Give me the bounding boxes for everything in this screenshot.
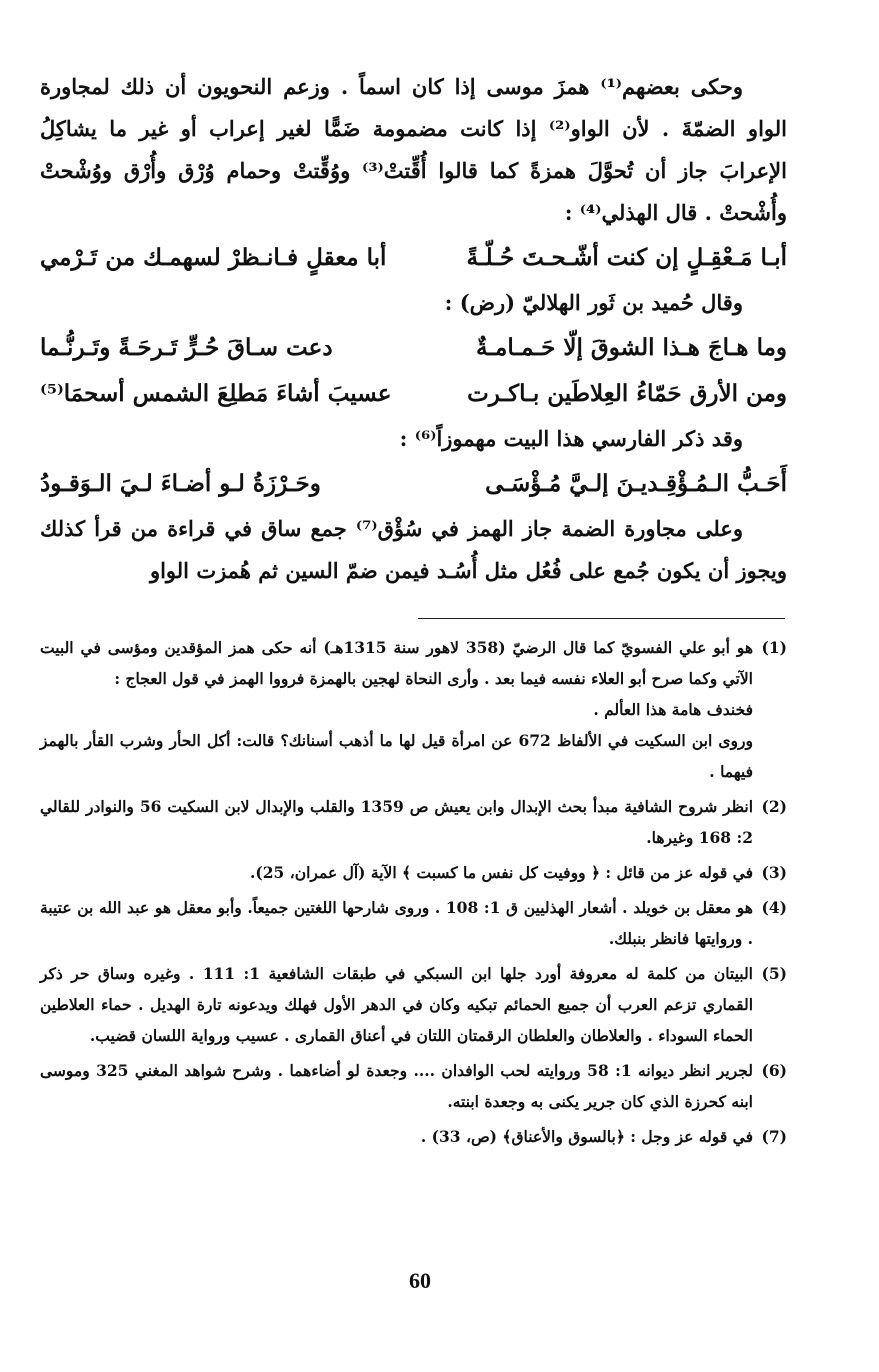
footnote-number: (3) xyxy=(761,863,787,882)
footnote-number: (2) xyxy=(761,797,787,816)
verse-2-second-hemistich: دعت سـاقَ حُـرٍّ تَـرحَـةً وتَـرنُّـما xyxy=(40,334,333,361)
footnote-1 xyxy=(40,632,787,787)
main-text xyxy=(40,66,787,592)
verse-3-second-hemistich: عسيبَ أشاءَ مَطلِعَ الشمس أسحمَا⁽⁵⁾ xyxy=(40,380,392,407)
verse-1-second-hemistich: أبا معقلٍ فـانـظرْ لسهمـك من تَـرْمي xyxy=(40,244,387,271)
verse-3 xyxy=(40,372,787,416)
footnote-number: (5) xyxy=(761,964,787,983)
footnote-text: لجرير انظر ديوانه 1: 58 وروايته لحب الوافدان .... وجعدة لو أضاءهما . وشرح شواهد المغني 325 وموسى ابنه كحرزة الذي كان جرير يكنى به وجعدة ابنته. xyxy=(40,1061,753,1111)
verse-2-first-hemistich: وما هـاجَ هـذا الشوقَ إلّا حَـمـامـةٌ xyxy=(475,334,787,361)
footnote-3 xyxy=(40,857,787,888)
verse-4 xyxy=(40,462,787,506)
verse-4-second-hemistich: وحَـرْزَةُ لـو أضـاءَ لـيَ الـوَقـودُ xyxy=(40,470,321,497)
paragraph-4: وعلى مجاورة الضمة جاز الهمز في سُؤْق⁽⁷⁾ جمع ساق في قراءة من قرأ كذلك ويجوز أن يكون جُمع على فُعُل مثل أُسُـد فيمن ضمّ السين ثم هُمزت الواو xyxy=(40,516,787,583)
footnote-7 xyxy=(40,1121,787,1152)
footnote-number: (4) xyxy=(761,898,787,917)
verse-3-first-hemistich: ومن الأرق حَمّاءُ العِلاطَين بـاكـرت xyxy=(467,380,787,407)
footnote-divider xyxy=(418,618,785,619)
paragraph-3: وقد ذكر الفارسي هذا البيت مهموزاً⁽⁶⁾ : xyxy=(399,426,743,451)
footnote-text: هو معقل بن خويلد . أشعار الهذليين ق 1: 108 . وروى شارحها اللغتين جميعاً. وأبو معقل هو عبد الله بن عتيبة . وروايتها فانظر بنبلك. xyxy=(40,898,753,948)
footnote-number: (6) xyxy=(761,1061,787,1080)
paragraph-1: وحكى بعضهم⁽¹⁾ همزَ موسى إذا كان اسماً . وزعم النحويون أن ذلك لمجاورة الواو الضمّةَ . لأن الواو⁽²⁾ إذا كانت مضمومة ضَمًّا لغير إعراب أو غير ما يشاكِلُ الإعرابَ جاز أن تُحوَّلَ همزةً كما قالوا أُقِّتتْ⁽³⁾ ووُقِّتتْ وحمام وُرْق وأُرْق ووُشْحتْ وأُشْحتْ . قال الهذلي⁽⁴⁾ : xyxy=(40,74,787,225)
footnote-5 xyxy=(40,958,787,1051)
footnote-text: البيتان من كلمة له معروفة أورد جلها ابن السبكي في طبقات الشافعية 1: 111 . وغيره وساق حر ذكر القماري تزعم العرب أن جميع الحمائم تبكيه وكان في الدهر الأول فهلك ويدعونه تارة الهديل . حماء العلاطين الحماء السوداء . والعلاطان والعلطان الرقمتان اللتان في أعناق القمارى . عسيب ورواية اللسان قضيب. xyxy=(40,964,753,1045)
footnote-4 xyxy=(40,892,787,954)
verse-1 xyxy=(40,236,787,280)
footnote-text: في قوله عز وجل : ﴿بالسوق والأعناق﴾ (ص، 33) . xyxy=(420,1127,753,1146)
footnote-text: هو أبو علي الفسويّ كما قال الرضيّ (358 لاهور سنة 1315هـ) أنه حكى همز المؤقدين ومؤسى في البيت الآتي وكما صرح أبو العلاء نفسه فيما بعد . وأرى النحاة لهجين بالهمزة فرووا الهمز في قول العجاج : xyxy=(40,638,754,688)
paragraph-2: وقال حُميد بن ثَور الهلاليّ (رض) : xyxy=(444,290,743,315)
footnote-number: (7) xyxy=(761,1127,787,1146)
footnote-text: وروى ابن السكيت في الألفاظ 672 عن امرأة قيل لها ما أذهب أسنانك؟ قالت: أكل الحأر وشرب القأر بالهمز فيهما . xyxy=(40,731,753,781)
verse-2 xyxy=(40,326,787,370)
footnote-2 xyxy=(40,791,787,853)
verse-1-first-hemistich: أبـا مَـعْقِـلٍ إن كنت أشّـحـتَ حُـلّـةً xyxy=(466,244,787,271)
page-number: 60 xyxy=(409,1268,431,1293)
footnote-number: (1) xyxy=(761,638,787,657)
verse-4-first-hemistich: أَحَـبُّ الـمُـؤْقِـديـنَ إلـيَّ مُـؤْسَـى xyxy=(485,470,787,497)
footnotes xyxy=(40,632,787,1156)
footnote-text: فخندف هامة هذا العألم . xyxy=(593,700,753,719)
footnote-6 xyxy=(40,1055,787,1117)
footnote-text: في قوله عز من قائل : ﴿ ووفيت كل نفس ما كسبت ﴾ الآية (آل عمران، 25). xyxy=(250,863,753,882)
footnote-text: انظر شروح الشافية مبدأ بحث الإبدال وابن يعيش ص 1359 والقلب والإبدال لابن السكيت 56 والنوادر للقالي 2: 168 وغيرها. xyxy=(40,797,753,847)
